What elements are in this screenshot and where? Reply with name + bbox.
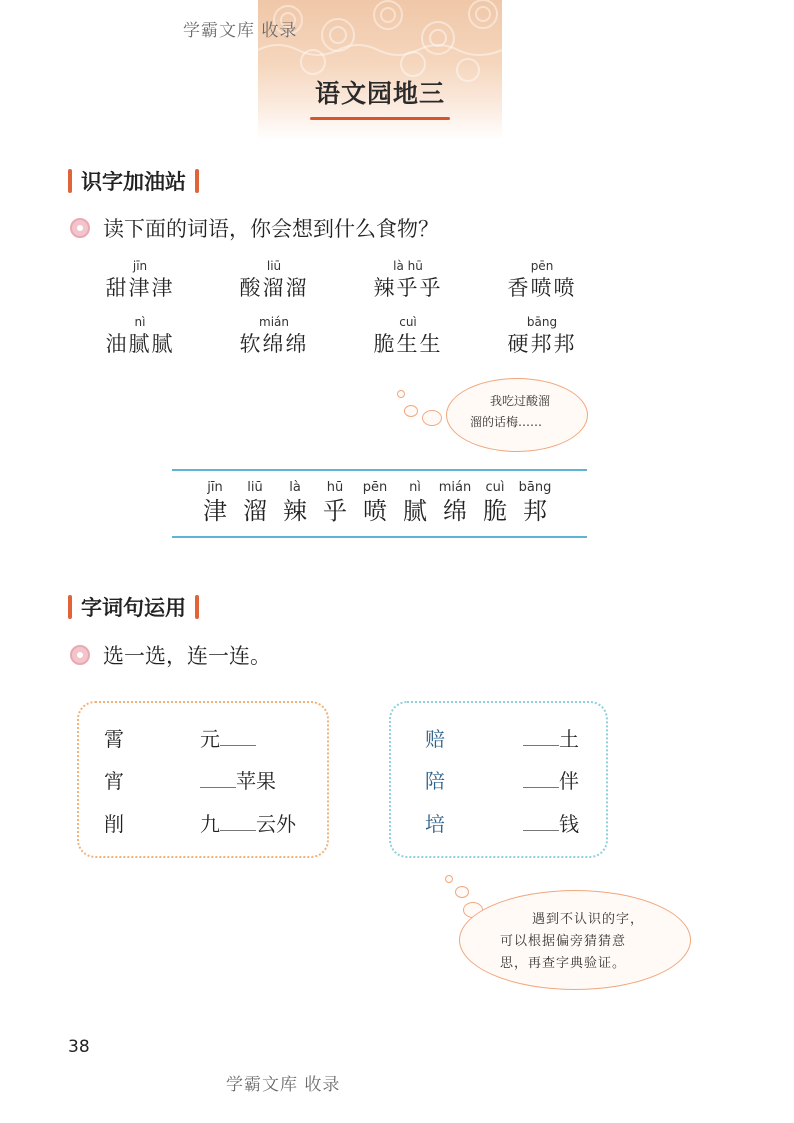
heading-bar-left: [68, 169, 72, 193]
char-pinyin: mián: [438, 480, 472, 495]
char-text: 腻: [403, 497, 427, 525]
match-phrase[interactable]: [200, 810, 296, 838]
char-item: [195, 479, 235, 526]
char-text: 乎: [323, 497, 347, 525]
word-item: [229, 314, 319, 358]
match-char[interactable]: 陪: [425, 769, 445, 793]
char-item: [315, 479, 355, 526]
word-item: [497, 258, 587, 302]
speech-bubble-text: [500, 909, 670, 975]
divider-top: [172, 469, 587, 471]
word-item: [95, 258, 185, 302]
heading-bar-left: [68, 595, 72, 619]
answer-blank[interactable]: [220, 725, 256, 746]
match-phrase[interactable]: [523, 767, 579, 795]
phrase-suffix: 伴: [559, 769, 579, 793]
word-pinyin: là hū: [393, 259, 423, 273]
section-heading-text: 识字加油站: [81, 170, 186, 194]
phrase-suffix: 钱: [559, 812, 579, 836]
match-phrase[interactable]: [523, 810, 579, 838]
section-heading-usage: [68, 592, 199, 622]
bubble-line: 思，再查字典验证。: [500, 956, 627, 971]
char-item: [235, 479, 275, 526]
bubble-line: 溜的话梅……: [470, 415, 543, 429]
question-icon: [70, 218, 90, 238]
word-pinyin: bāng: [526, 315, 558, 329]
char-item: [435, 479, 475, 526]
char-text: 邦: [523, 497, 547, 525]
char-text: 津: [203, 497, 227, 525]
match-phrase[interactable]: [200, 767, 276, 795]
section-heading-text: 字词句运用: [81, 596, 186, 620]
phrase-prefix: 元: [200, 727, 220, 751]
word-text: 辣乎乎: [373, 276, 443, 300]
char-item: [515, 479, 555, 526]
phrase-suffix: 云外: [256, 812, 296, 836]
bubble-line: 我吃过酸溜: [490, 394, 551, 408]
char-text: 溜: [243, 497, 267, 525]
char-text: 脆: [483, 497, 507, 525]
word-text: 香喷喷: [507, 276, 577, 300]
word-pinyin: jīn: [132, 259, 148, 273]
word-text: 软绵绵: [239, 332, 309, 356]
word-item: [229, 258, 319, 302]
char-text: 绵: [443, 497, 467, 525]
word-text: 油腻腻: [105, 332, 175, 356]
thought-dot: [397, 390, 405, 398]
char-item: [275, 479, 315, 526]
char-item: [475, 479, 515, 526]
char-text: 辣: [283, 497, 307, 525]
word-item: [363, 314, 453, 358]
section-heading-literacy: [68, 166, 199, 196]
page-title: 语文园地三: [314, 79, 445, 108]
word-pinyin: mián: [259, 315, 289, 329]
match-char[interactable]: 霄: [104, 727, 124, 751]
match-phrase[interactable]: [523, 725, 579, 753]
char-pinyin: pēn: [362, 480, 388, 495]
answer-blank[interactable]: [523, 725, 559, 746]
word-pinyin: cuì: [399, 315, 417, 329]
phrase-suffix: 苹果: [236, 769, 276, 793]
char-item: [355, 479, 395, 526]
char-pinyin: nì: [409, 480, 421, 495]
thought-dot: [422, 410, 442, 426]
char-pinyin: bāng: [518, 480, 552, 495]
heading-bar-right: [195, 169, 199, 193]
watermark-bottom: 学霸文库 收录: [226, 1075, 341, 1095]
word-item: [363, 258, 453, 302]
word-item: [497, 314, 587, 358]
match-char[interactable]: 培: [425, 812, 445, 836]
phrase-suffix: 土: [559, 727, 579, 751]
title-underline: [310, 117, 450, 120]
word-item: [95, 314, 185, 358]
phrase-prefix: 九: [200, 812, 220, 836]
watermark-top: 学霸文库 收录: [183, 21, 298, 41]
answer-blank[interactable]: [523, 810, 559, 831]
page-number: 38: [68, 1037, 90, 1057]
thought-dot: [445, 875, 453, 883]
divider-bottom: [172, 536, 587, 538]
question-text: 选一选，连一连。: [103, 644, 271, 668]
word-text: 脆生生: [373, 332, 443, 356]
char-pinyin: hū: [326, 480, 344, 495]
match-phrase[interactable]: [200, 725, 256, 753]
answer-blank[interactable]: [220, 810, 256, 831]
match-char[interactable]: 削: [104, 812, 124, 836]
thought-dot: [404, 405, 418, 417]
answer-blank[interactable]: [523, 767, 559, 788]
char-text: 喷: [363, 497, 387, 525]
speech-bubble-text: [470, 391, 578, 433]
char-pinyin: liū: [247, 480, 263, 495]
heading-bar-right: [195, 595, 199, 619]
char-pinyin: cuì: [485, 480, 505, 495]
word-text: 甜津津: [105, 276, 175, 300]
char-item: [395, 479, 435, 526]
question-text: 读下面的词语，你会想到什么食物？: [103, 217, 439, 241]
bubble-line: 遇到不认识的字，: [532, 912, 645, 927]
question-icon: [70, 645, 90, 665]
answer-blank[interactable]: [200, 767, 236, 788]
character-strip: [195, 479, 555, 526]
match-char[interactable]: 宵: [104, 769, 124, 793]
word-pinyin: nì: [134, 315, 146, 329]
match-char[interactable]: 赔: [425, 727, 445, 751]
char-pinyin: jīn: [207, 480, 223, 495]
word-text: 酸溜溜: [239, 276, 309, 300]
thought-dot: [455, 886, 469, 898]
char-pinyin: là: [289, 480, 301, 495]
word-text: 硬邦邦: [507, 332, 577, 356]
word-pinyin: liū: [266, 259, 282, 273]
bubble-line: 可以根据偏旁猜猜意: [500, 934, 627, 949]
word-pinyin: pēn: [530, 259, 554, 273]
